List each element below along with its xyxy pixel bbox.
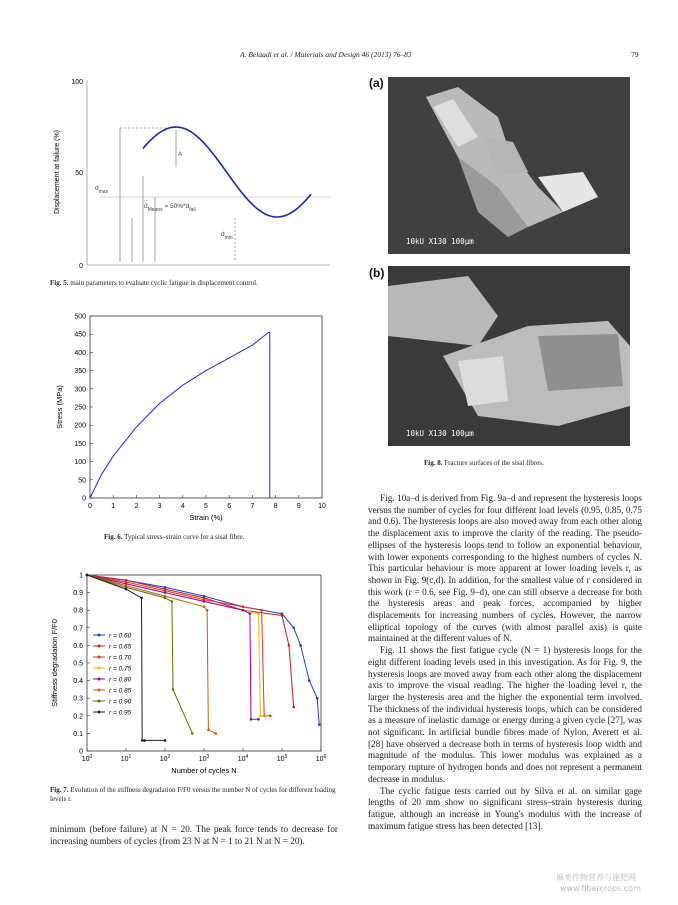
fig7-data-point — [281, 614, 284, 617]
fig7-data-point — [288, 644, 291, 647]
fig7-ytick-label: 0.1 — [73, 730, 83, 738]
fig6-caption: Fig. 6. Typical stress–strain curve for a sisal fibre. — [104, 533, 245, 541]
fig7-legend-marker — [98, 667, 101, 670]
fig6-ytick-label: 450 — [74, 331, 86, 339]
fig7-ytick-label: 0.6 — [73, 642, 83, 650]
fig7-ytick-label: 0 — [79, 748, 83, 756]
fig7-data-point — [164, 591, 167, 594]
fig7-data-point — [265, 715, 268, 718]
left-column-text — [50, 824, 338, 847]
fig7-legend-label: r = 0.95 — [109, 709, 132, 717]
fig5-ytick-0: 0 — [79, 263, 83, 270]
fig7-data-point — [292, 706, 295, 709]
fig6-xtick-label: 2 — [134, 503, 139, 510]
fig7-legend-label: r = 0.80 — [109, 676, 132, 684]
fig7-data-point — [242, 605, 245, 608]
fig6-ytick-label: 50 — [78, 477, 86, 485]
fig7-legend-marker — [98, 645, 101, 648]
fig7-xtick-label: $10^3$ — [198, 754, 210, 763]
fig6-ytick-label: 400 — [74, 349, 86, 357]
fig8-label-b: (b) — [369, 266, 385, 280]
fig7-legend-label: r = 0.60 — [109, 632, 132, 640]
fig7-data-point — [250, 718, 253, 721]
fig7-data-point — [141, 739, 144, 742]
fig5-dmin-label: $d_{min}$ — [221, 231, 233, 241]
fig7-chart — [45, 565, 335, 780]
fig6-xtick-label: 5 — [204, 503, 208, 510]
fig5-ytick-100: 100 — [71, 79, 83, 86]
fig7-data-point — [203, 600, 206, 603]
fig6-xtick-label: 8 — [273, 503, 278, 510]
fig8-photo-b — [388, 266, 630, 446]
fig7-ytick-label: 0.9 — [73, 590, 83, 598]
fig7-legend-marker — [98, 700, 101, 703]
left-paragraph: minimum (before failure) at N = 20. The peak force tends to decrease for increasing numbers of cycles (from 23 N at N = 1 to 21 N at N = 20). — [50, 824, 338, 846]
fig7-data-point — [316, 697, 319, 700]
fig5-ytick-50: 50 — [75, 170, 83, 177]
fig8-caption: Fig. 8. Fracture surfaces of the sisal fibres. — [424, 459, 544, 467]
right-paragraph-1: Fig. 10a–d is derived from Fig. 9a–d and represent the hysteresis loops versus the number of cycles for four different load levels (0.95, 0.85, 0.75 and 0.6). The hysteresis loops are also moved away from each other along the displacement axis to improve the clarity of the reading. The pseudo-ellipses of the hysteresis loops tend to follow an exponential behaviour, with lower exponents corresponding to the highest numbers of cycles N. This particular behaviour is more apparent at lower loading levels r, as shown in Fig. 9(c,d). In addition, for the smallest value of r considered in this work (r = 0.6, see Fig. 9–d), one can still observe a decrease for both the hysteresis areas and peak forces, accompanied by higher displacements for increasing numbers of cycles. However, the narrow elliptical topology of the curves (with almost parallel axis) is quite maintained at the different values of N. — [368, 493, 642, 644]
fig7-xtick-label: $10^5$ — [276, 754, 288, 763]
fig5-diagram — [45, 72, 335, 272]
running-title: A. Belaadi et al. / Materials and Design 46 (2013) 76–83 — [240, 50, 412, 59]
fig5-caption: Fig. 5. main parameters to evaluate cyclic fatigue in displacement control. — [50, 279, 258, 287]
fig7-data-point — [269, 715, 272, 718]
fig7-series-line — [87, 575, 216, 733]
fig7-legend-marker — [98, 689, 101, 692]
fig7-legend-label: r = 0.70 — [109, 654, 132, 662]
fig7-legend-marker — [98, 678, 101, 681]
fig6-ytick-label: 0 — [82, 495, 86, 503]
fig7-ylabel: Stiffness degradation F/F0 — [50, 619, 59, 707]
fig7-ytick-label: 0.8 — [73, 607, 83, 615]
fig6-ytick-label: 500 — [74, 313, 86, 321]
fig7-legend-marker — [98, 656, 101, 659]
fig6-chart — [50, 308, 340, 523]
fig8-scale-b: 10kU X130 100μm — [406, 429, 474, 438]
fig7-data-point — [203, 605, 206, 608]
fig7-xtick-label: $10^1$ — [120, 754, 132, 763]
fig7-xtick-label: $10^4$ — [237, 754, 249, 763]
fig7-data-point — [242, 609, 245, 612]
fig6-xtick-label: 0 — [88, 503, 92, 510]
fig7-caption: Fig. 7. Evolution of the stiffness degradation F/F0 versus the number N of cycles for different loading levels r. — [50, 786, 336, 803]
fig6-ytick-label: 150 — [74, 440, 86, 448]
fig7-data-point — [172, 688, 175, 691]
fig7-data-point — [164, 739, 167, 742]
fig5-dmeans-label: $d_{Means} = 50\%*d_{fail}$ — [144, 203, 196, 213]
running-header — [0, 50, 678, 64]
fig7-legend-label: r = 0.65 — [109, 643, 132, 651]
fig7-data-point — [257, 612, 260, 615]
fig6-xtick-label: 3 — [157, 503, 162, 510]
fig8-scale-a: 10kU X130 100μm — [406, 237, 474, 246]
fig6-xtick-label: 4 — [180, 503, 185, 510]
fig8-label-a: (a) — [369, 76, 384, 90]
fig7-ytick-label: 0.5 — [73, 660, 83, 668]
fig7-ytick-label: 0.4 — [73, 678, 83, 686]
fig7-data-point — [140, 597, 143, 600]
fig7-ytick-label: 0.3 — [73, 695, 83, 703]
fig8-photo-a-image — [388, 77, 630, 254]
fig7-data-point — [318, 723, 321, 726]
fig7-ytick-label: 0.7 — [73, 625, 83, 633]
fig7-xtick-label: $10^2$ — [159, 754, 171, 763]
fig6-ytick-label: 250 — [74, 404, 86, 412]
fig7-data-point — [206, 609, 209, 612]
fig7-data-point — [86, 574, 89, 577]
fig7-data-point — [257, 718, 260, 721]
fig6-ytick-label: 100 — [74, 459, 86, 467]
fig6-xtick-label: 9 — [296, 503, 301, 510]
fig7-legend-label: r = 0.90 — [109, 698, 132, 706]
fig7-legend-label: r = 0.85 — [109, 687, 132, 695]
fig7-data-point — [249, 612, 252, 615]
fig7-legend-marker — [98, 634, 101, 637]
fig8-photo-b-image — [388, 266, 630, 446]
fig6-series-line — [90, 332, 270, 498]
fig8-photo-a — [388, 77, 630, 254]
fig5-dmax-label: $d_{max}$ — [95, 185, 109, 195]
fig6-xlabel: Strain (%) — [189, 513, 223, 522]
watermark-line-2: www.fibercrops.com — [560, 884, 641, 893]
fig7-data-point — [259, 715, 262, 718]
fig6-xtick-label: 10 — [318, 503, 326, 510]
fig6-ytick-label: 300 — [74, 386, 86, 394]
fig7-data-point — [143, 739, 146, 742]
fig7-xtick-label: $10^6$ — [315, 754, 327, 763]
fig7-data-point — [125, 588, 128, 591]
fig7-ytick-label: 0.2 — [73, 713, 83, 721]
fig7-xlabel: Number of cycles N — [171, 766, 237, 775]
fig7-data-point — [191, 732, 194, 735]
fig5-ylabel: Displacement at failure (%) — [54, 129, 61, 215]
right-paragraph-3: The cyclic fatigue tests carried out by Silva et al. on similar gage lengths of 20 mm show no significant stress–strain hysteresis during fatigue, although an increase in Young's modulus with the increase of maximum fatigue stress has been detected [13]. — [368, 785, 642, 831]
fig7-data-point — [171, 600, 174, 603]
fig7-xtick-label: $10^0$ — [81, 754, 93, 763]
fig6-ytick-label: 350 — [74, 368, 86, 376]
fig7-data-point — [292, 627, 295, 630]
page-number: 79 — [631, 50, 639, 59]
fig7-data-point — [207, 729, 210, 732]
right-column-text — [368, 493, 642, 832]
fig6-xtick-label: 6 — [227, 503, 232, 510]
fig6-xtick-label: 1 — [111, 503, 116, 510]
fig7-legend-label: r = 0.75 — [109, 665, 132, 673]
watermark-line-1: 麻类作物营养与施肥网 — [556, 873, 636, 882]
fig6-ytick-label: 200 — [74, 422, 86, 430]
fig6-plot-frame — [90, 316, 322, 498]
fig7-data-point — [260, 609, 263, 612]
fig6-ylabel: Stress (MPa) — [55, 385, 64, 429]
fig7-ytick-label: 1 — [79, 572, 83, 580]
fig7-data-point — [299, 644, 302, 647]
fig7-data-point — [308, 679, 311, 682]
fig6-xtick-label: 7 — [250, 503, 255, 510]
fig5-amplitude-label: A — [178, 151, 183, 158]
fig7-data-point — [214, 732, 217, 735]
right-paragraph-2: Fig. 11 shows the first fatigue cycle (N = 1) hysteresis loops for the eight different loading levels used in this investigation. As for Fig. 9, the hysteresis loops are moved away from each other along the displacement axis to improve the visual reading. The higher the loading level r, the larger the hysteresis area and the higher the exponential term involved. The thickness of the individual hysteresis loops, which can be considered as a measure of inelastic damage or energy during a given cycle [27], was not significant. In artificial bundle fibres made of Nylon, Averett et al. [28] have observed a decrease both in terms of hysteresis loop width and magnitude of the modulus. This lower modulus was explained as a temporary rupture of hydrogen bonds and does not represent a permanent decrease in modulus. — [368, 645, 642, 784]
fig7-legend-marker — [98, 711, 101, 714]
fig7-data-point — [164, 597, 167, 600]
